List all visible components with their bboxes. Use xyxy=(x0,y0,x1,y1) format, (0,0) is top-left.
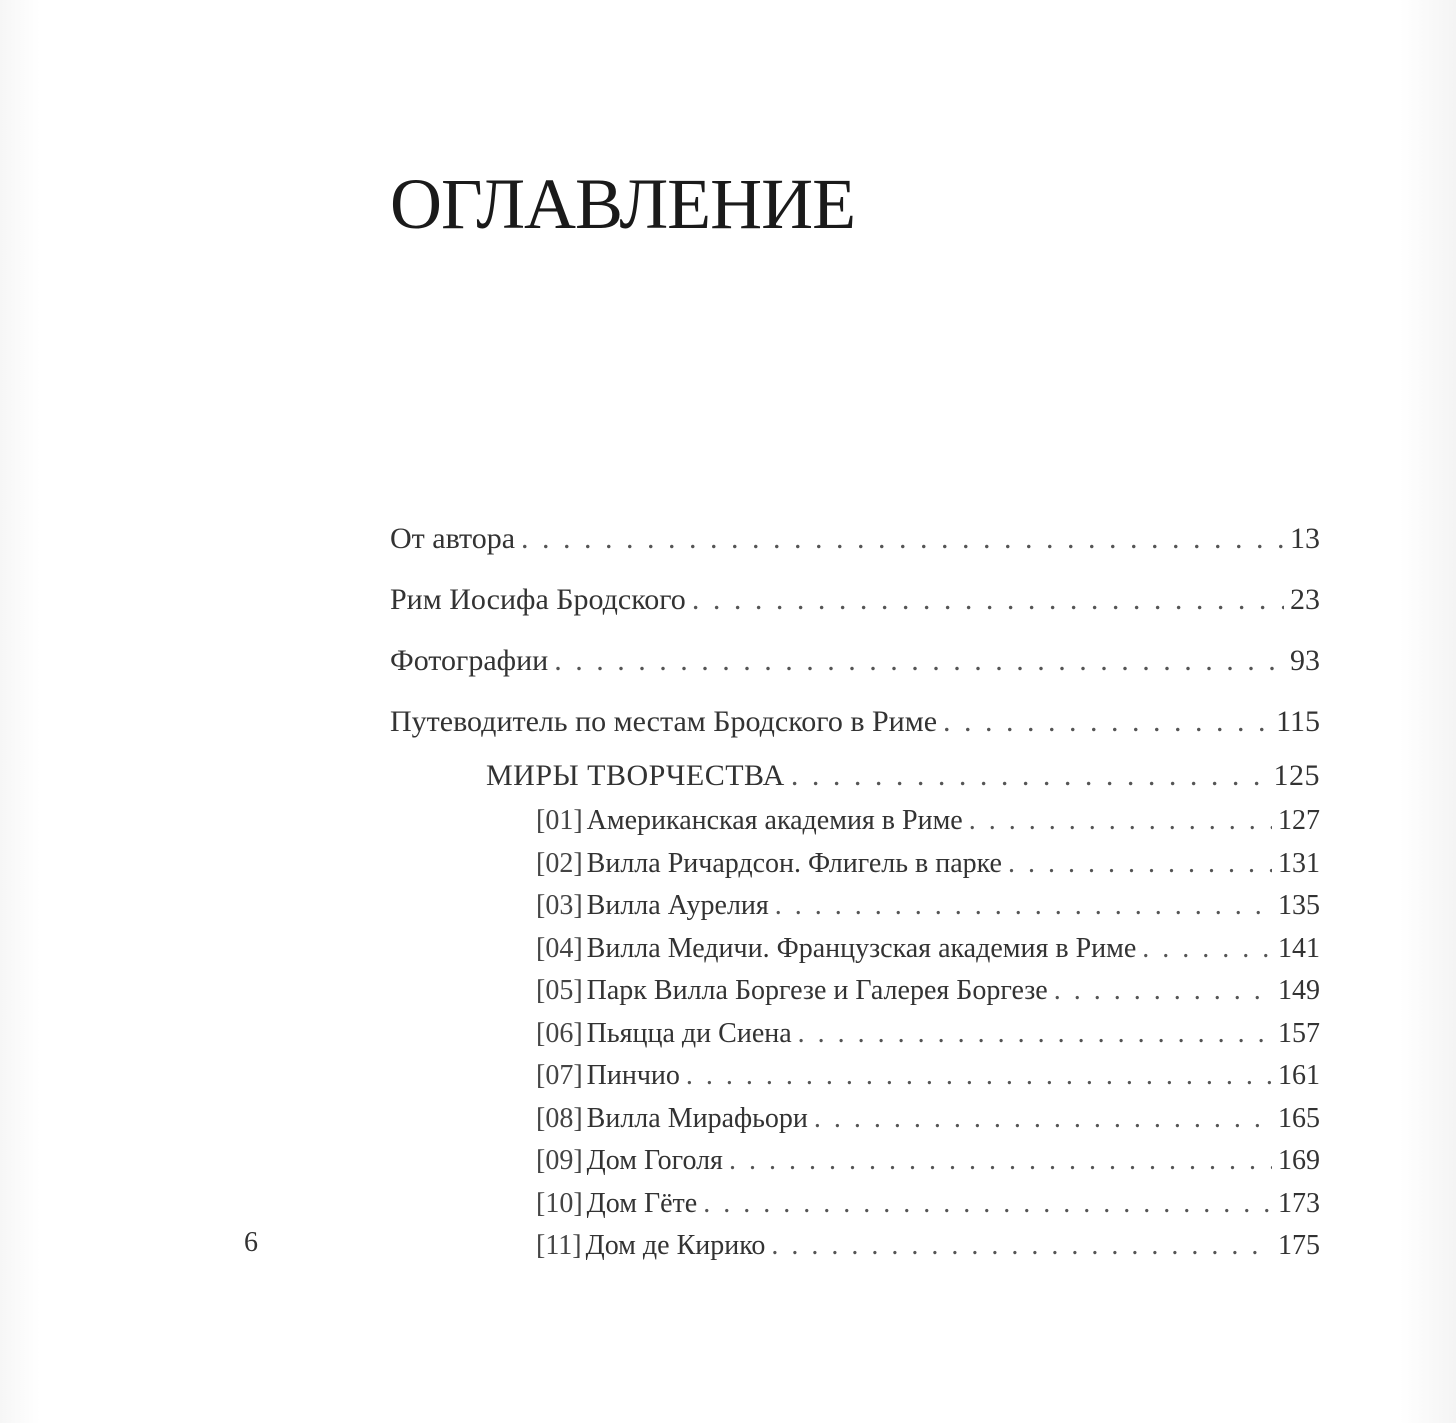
toc-entry-label: Рим Иосифа Бродского xyxy=(390,583,686,616)
toc-section xyxy=(390,752,1320,800)
toc-subentry-label xyxy=(536,1183,697,1226)
dot-leader xyxy=(791,752,1268,800)
dot-leader xyxy=(775,885,1272,928)
toc-subentry-title: Вилла Мирафьори xyxy=(586,1102,808,1134)
toc-entry-page: 115 xyxy=(1276,705,1320,738)
toc-subentry-number: [07] xyxy=(536,1060,583,1091)
dot-leader xyxy=(703,1183,1272,1226)
dot-leader xyxy=(798,1013,1272,1056)
toc-subentry-number: [10] xyxy=(536,1187,583,1219)
toc-subentry-number: [11] xyxy=(536,1230,582,1261)
toc-entry-label: От автора xyxy=(390,522,516,555)
toc-subentry-number: [08] xyxy=(536,1102,583,1134)
dot-leader xyxy=(814,1098,1272,1141)
toc-subentry-label xyxy=(536,1098,808,1141)
toc-subentry-label xyxy=(536,1013,792,1056)
dot-leader xyxy=(1008,843,1272,886)
dot-leader xyxy=(943,691,1270,752)
toc-entry xyxy=(390,691,1320,752)
toc-subentry-page: 141 xyxy=(1278,932,1320,964)
toc-subentry-title: Дом де Кирико xyxy=(585,1230,766,1261)
dot-leader xyxy=(969,800,1272,843)
dot-leader xyxy=(692,569,1284,630)
dot-leader xyxy=(771,1225,1272,1268)
toc-subentry-page: 173 xyxy=(1278,1187,1320,1219)
toc-subentry-title: Вилла Аурелия xyxy=(586,890,769,921)
toc-subentry-number: [06] xyxy=(536,1017,583,1049)
toc-subentry-number: [01] xyxy=(536,805,583,836)
toc-subentry-label xyxy=(536,1140,723,1183)
toc-subentry-page: 161 xyxy=(1278,1060,1320,1091)
toc-subentry-label xyxy=(536,1055,680,1098)
toc-subentry-number: [04] xyxy=(536,932,583,964)
table-of-contents xyxy=(390,508,1320,1268)
toc-subentry-title: Американская академия в Риме xyxy=(586,805,963,836)
toc-subentry-label xyxy=(536,843,1002,886)
page-title: ОГЛАВЛЕНИЕ xyxy=(390,164,856,244)
toc-subentry xyxy=(390,800,1320,843)
toc-subentry-page: 175 xyxy=(1278,1230,1320,1261)
toc-subentry-page: 135 xyxy=(1278,890,1320,921)
toc-subentry-page: 169 xyxy=(1278,1145,1320,1176)
toc-subentry-page: 165 xyxy=(1278,1102,1320,1134)
toc-subentry xyxy=(390,1055,1320,1098)
toc-subentry xyxy=(390,1183,1320,1226)
toc-subentry xyxy=(390,928,1320,971)
toc-subentry-label xyxy=(536,885,769,928)
toc-subentry-number: [05] xyxy=(536,975,583,1006)
toc-subentry-page: 127 xyxy=(1278,805,1320,836)
toc-entry xyxy=(390,630,1320,691)
toc-subentry-label xyxy=(536,928,1136,971)
toc-subentry-title: Пинчио xyxy=(586,1060,680,1091)
toc-section-label: МИРЫ ТВОРЧЕСТВА xyxy=(486,759,785,792)
dot-leader xyxy=(554,630,1284,691)
toc-entry-label: Фотографии xyxy=(390,644,549,677)
toc-entry-page: 23 xyxy=(1290,583,1320,616)
toc-subentry-page: 131 xyxy=(1278,847,1320,879)
toc-subentry-number: [03] xyxy=(536,890,583,921)
toc-subentry-title: Парк Вилла Боргезе и Галерея Боргезе xyxy=(586,975,1048,1006)
toc-subentry-label xyxy=(536,970,1048,1013)
dot-leader xyxy=(1142,928,1272,971)
toc-subentry-number: [02] xyxy=(536,847,583,879)
toc-subentry-label xyxy=(536,800,963,843)
toc-subentry-title: Дом Гоголя xyxy=(586,1145,723,1176)
dot-leader xyxy=(686,1055,1272,1098)
toc-entry-page: 93 xyxy=(1290,644,1320,677)
page-number: 6 xyxy=(244,1227,258,1258)
toc-entry-label: Путеводитель по местам Бродского в Риме xyxy=(390,705,938,738)
toc-subentry xyxy=(390,843,1320,886)
toc-entry-page: 13 xyxy=(1290,522,1320,555)
toc-entry xyxy=(390,569,1320,630)
toc-subentry-page: 157 xyxy=(1278,1017,1320,1049)
toc-subentry xyxy=(390,1140,1320,1183)
toc-subentry xyxy=(390,1098,1320,1141)
toc-subentry xyxy=(390,1225,1320,1268)
toc-section-page: 125 xyxy=(1273,759,1320,792)
toc-subentry-page: 149 xyxy=(1278,975,1320,1006)
toc-subentry-number: [09] xyxy=(536,1145,583,1176)
toc-subentry-label xyxy=(536,1225,765,1268)
toc-subentry-title: Дом Гёте xyxy=(586,1187,698,1219)
toc-subentry xyxy=(390,885,1320,928)
toc-entry xyxy=(390,508,1320,569)
dot-leader xyxy=(521,508,1284,569)
toc-subentry-title: Вилла Ричардсон. Флигель в парке xyxy=(586,847,1002,879)
toc-subentry xyxy=(390,1013,1320,1056)
toc-subentry-title: Вилла Медичи. Французская академия в Риме xyxy=(586,932,1137,964)
toc-subentry xyxy=(390,970,1320,1013)
dot-leader xyxy=(729,1140,1272,1183)
dot-leader xyxy=(1054,970,1272,1013)
toc-subentry-title: Пьяцца ди Сиена xyxy=(586,1017,792,1049)
